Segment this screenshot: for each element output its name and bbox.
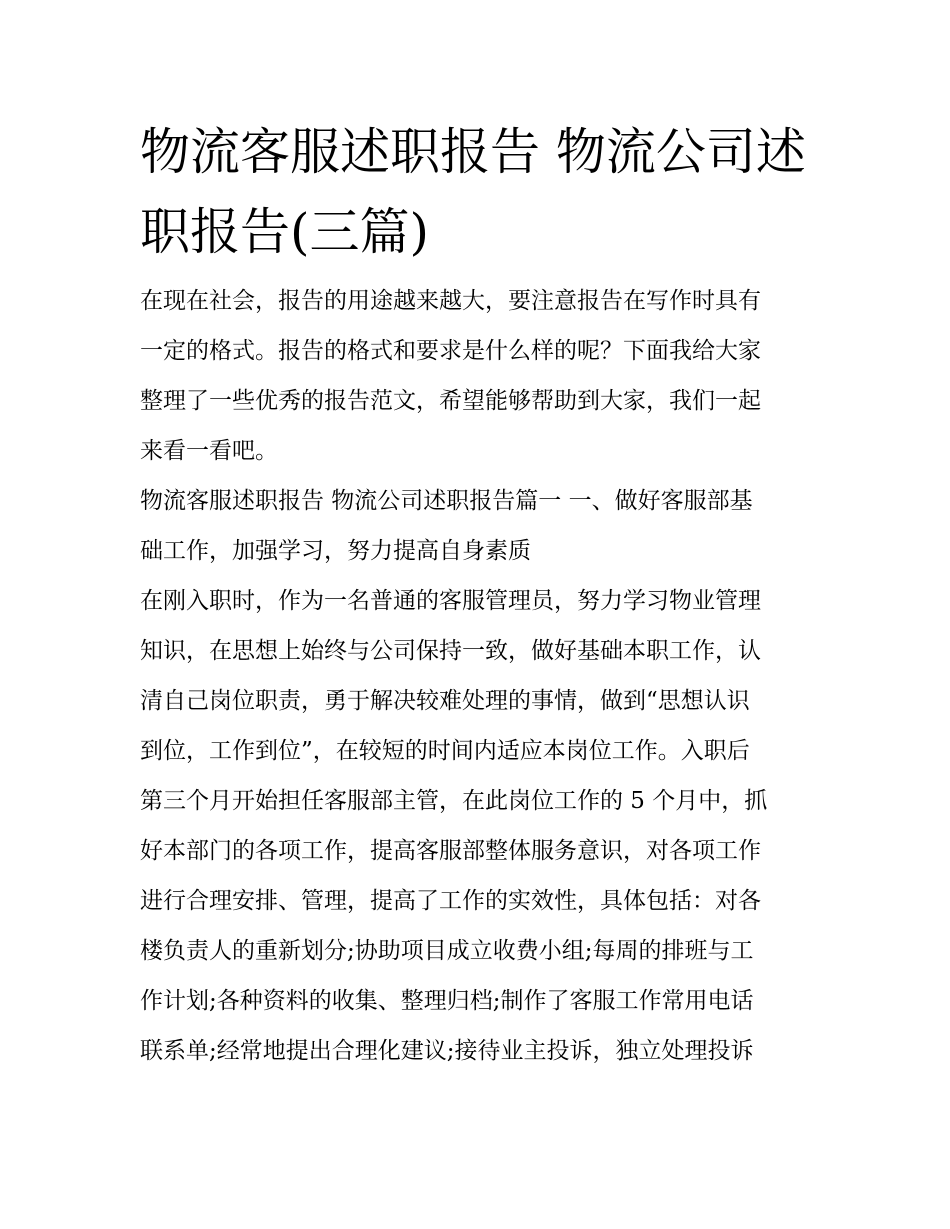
text-line: 联系单;经常地提出合理化建议;接待业主投诉，独立处理投诉 [140, 1038, 754, 1064]
text-line: 第三个月开始担任客服部主管，在此岗位工作的 5 个月中，抓 [140, 788, 768, 814]
intro-paragraph [140, 276, 820, 476]
text-line: 楼负责人的重新划分;协助项目成立收费小组;每周的排班与工 [140, 938, 754, 964]
text-line: 到位，工作到位”，在较短的时间内适应本岗位工作。入职后 [140, 738, 750, 764]
title-line: 职报告(三篇) [140, 203, 430, 261]
text-line: 清自己岗位职责，勇于解决较难处理的事情，做到“思想认识 [140, 688, 750, 714]
body-paragraph [140, 576, 820, 1076]
section-heading-paragraph [140, 476, 820, 576]
text-line: 好本部门的各项工作，提高客服部整体服务意识，对各项工作 [140, 838, 761, 864]
text-line: 础工作，加强学习，努力提高自身素质 [140, 538, 531, 564]
text-line: 进行合理安排、管理，提高了工作的实效性，具体包括：对各 [140, 888, 761, 914]
text-line: 物流客服述职报告 物流公司述职报告篇一 一、做好客服部基 [140, 488, 753, 514]
text-line: 知识，在思想上始终与公司保持一致，做好基础本职工作，认 [140, 638, 761, 664]
text-line: 在现在社会，报告的用途越来越大，要注意报告在写作时具有 [140, 288, 761, 314]
text-line: 整理了一些优秀的报告范文，希望能够帮助到大家，我们一起 [140, 388, 761, 414]
text-line: 在刚入职时，作为一名普通的客服管理员，努力学习物业管理 [140, 588, 761, 614]
text-line: 作计划;各种资料的收集、整理归档;制作了客服工作常用电话 [140, 988, 754, 1014]
text-line: 来看一看吧。 [140, 438, 278, 464]
document-title [140, 112, 820, 272]
document-body [140, 276, 820, 1076]
title-line: 物流客服述职报告 物流公司述 [140, 123, 806, 181]
text-line: 一定的格式。报告的格式和要求是什么样的呢？下面我给大家 [140, 338, 761, 364]
